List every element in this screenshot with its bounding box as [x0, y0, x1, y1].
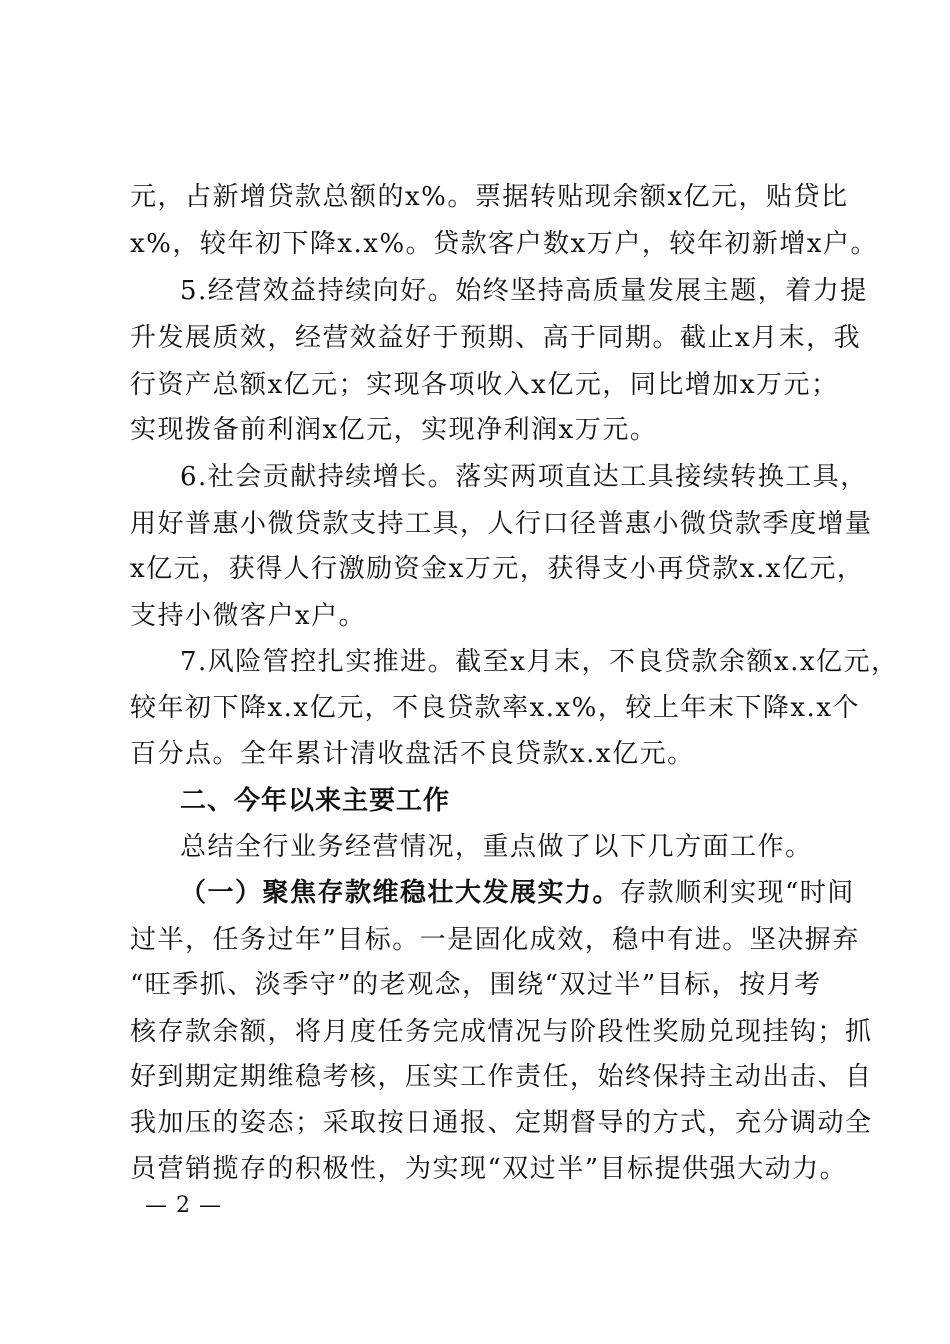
body-line: “旺季抓、淡季守”的老观念，围绕“双过半”目标，按月考 [130, 970, 822, 1000]
body-line: 过半，任务过年”目标。一是固化成效，稳中有进。坚决摒弃 [130, 925, 860, 955]
body-line: x亿元，获得人行激励资金x万元，获得支小再贷款x.x亿元， [130, 554, 865, 584]
section-heading: 二、今年以来主要工作 [180, 786, 451, 816]
body-line: 核存款余额，将月度任务完成情况与阶段性奖励兑现挂钩；抓 [130, 1017, 873, 1047]
subsection-text: 存款顺利实现“时间 [620, 878, 855, 908]
body-line: 好到期定期维稳考核，压实工作责任，始终保持主动出击、自 [130, 1062, 873, 1092]
subsection-line [180, 876, 855, 910]
body-line: 我加压的姿态；采取按日通报、定期督导的方式，充分调动全 [130, 1108, 873, 1138]
body-line: 支持小微客户x户。 [130, 601, 367, 631]
body-line: x%，较年初下降x.x%。贷款客户数x万户，较年初新增x户。 [130, 229, 878, 259]
paragraph-7-start: 7.风险管控扎实推进。截至x月末，不良贷款余额x.x亿元， [180, 647, 899, 677]
body-line: 较年初下降x.x亿元，不良贷款率x.x%，较上年末下降x.x个 [130, 693, 860, 723]
subsection-heading: （一）聚焦存款维稳壮大发展实力。 [180, 878, 621, 908]
body-line: 实现拨备前利润x亿元，实现净利润x万元。 [130, 415, 658, 445]
paragraph-5-start: 5.经营效益持续向好。始终坚持高质量发展主题，着力提 [180, 276, 868, 306]
section-intro: 总结全行业务经营情况，重点做了以下几方面工作。 [180, 832, 813, 862]
body-line: 员营销揽存的积极性，为实现“双过半”目标提供强大动力。 [130, 1154, 848, 1184]
body-line: 升发展质效，经营效益好于预期、高于同期。截止x月末，我 [130, 323, 862, 353]
body-line: 用好普惠小微贷款支持工具，人行口径普惠小微贷款季度增量 [130, 509, 873, 539]
body-line: 行资产总额x亿元；实现各项收入x亿元，同比增加x万元； [130, 370, 839, 400]
body-line: 百分点。全年累计清收盘活不良贷款x.x亿元。 [130, 739, 695, 769]
paragraph-6-start: 6.社会贡献持续增长。落实两项直达工具接续转换工具， [180, 462, 868, 492]
page-number: — 2 — [145, 1193, 222, 1218]
body-line: 元，占新增贷款总额的x%。票据转贴现余额x亿元，贴贷比 [130, 182, 849, 212]
